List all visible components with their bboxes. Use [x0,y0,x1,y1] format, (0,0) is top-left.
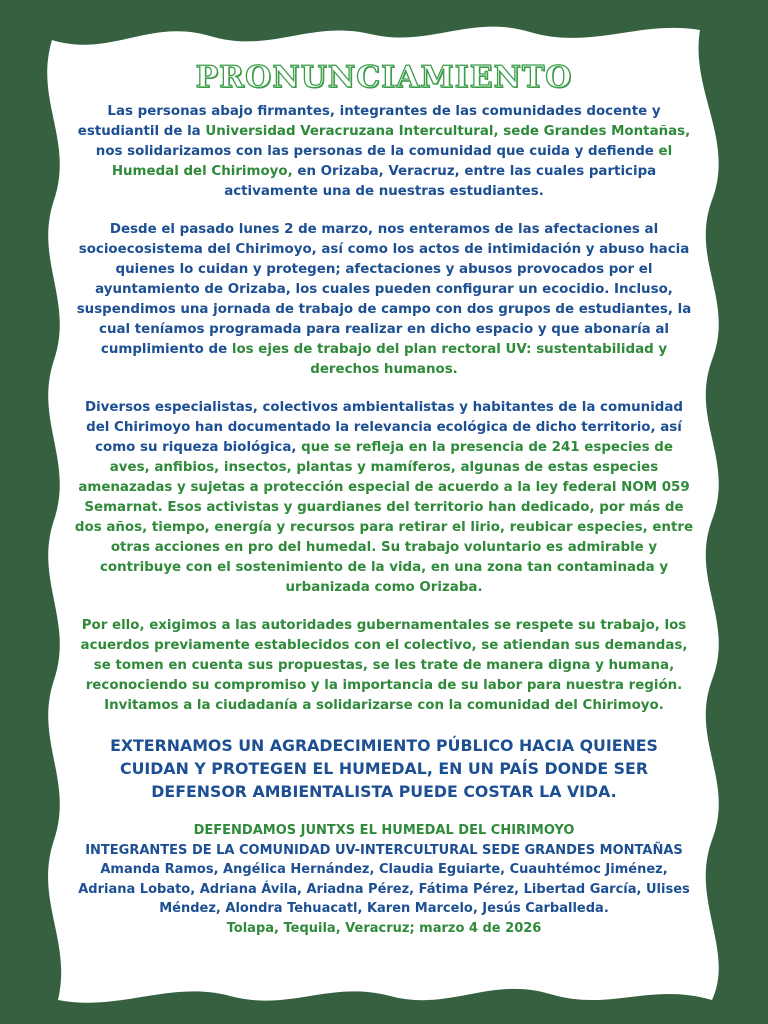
biodiversity-paragraph [74,398,694,598]
university-name: Universidad Veracruzana Intercultural, sede Grandes Montañas, [205,124,691,139]
pronouncement-document [74,58,694,938]
species-text: que se refleja en la presencia de 241 especies de aves, anfibios, insectos, plantas y mamíferos, algunas de estas especies amenazadas y sujetas a protección especial de acuerdo a la ley federal NOM 059 Semarnat. Esos activistas y guardianes del territorio han dedicado, por más de dos años, tiempo, energía y recursos para retirar el lirio, reubicar especies, entre otras acciones en pro del humedal. Su trabajo voluntario es admirable y contribuye con el sostenimiento de la vida, en una zona tan contaminada y urbanizada como Orizaba. [74,440,694,595]
public-declaration: EXTERNAMOS UN AGRADECIMIENTO PÚBLICO HACIA QUIENES CUIDAN Y PROTEGEN EL HUMEDAL, EN UN PAÍS DONDE SER DEFENSOR AMBIENTALISTA PUEDE COSTAR LA VIDA. [110,736,658,801]
intro-text-3: en Orizaba, Veracruz, entre las cuales participa activamente una de nuestras estudiantes. [224,164,657,199]
intro-paragraph [74,102,694,202]
intro-text-2: nos solidarizamos con las personas de la comunidad que cuida y defiende [95,144,659,159]
slogan: DEFENDAMOS JUNTXS EL HUMEDAL DEL CHIRIMOYO [193,823,575,838]
signature-block [74,821,694,938]
intro-text: Las personas abajo firmantes, integrantes de las comunidades docente y estudiantil de la [77,104,661,139]
events-paragraph [74,220,694,380]
wetland-name: el Humedal del Chirimoyo, [111,144,673,179]
biodiversity-text: Diversos especialistas, colectivos ambientalistas y habitantes de la comunidad del Chirimoyo han documentado la relevancia ecológica de dicho territorio, así como su riqueza biológica, [84,400,684,455]
signing-group: INTEGRANTES DE LA COMUNIDAD UV-INTERCULTURAL SEDE GRANDES MONTAÑAS [85,842,683,858]
rector-plan-axes: los ejes de trabajo del plan rectoral UV: sustentabilidad y derechos humanos. [231,342,668,377]
signatory-names: Amanda Ramos, Angélica Hernández, Claudia Eguiarte, Cuauhtémoc Jiménez, Adriana Lobato, Adriana Ávila, Ariadna Pérez, Fátima Pérez, Libertad García, Ulises Méndez, Alondra Tehuacatl, Karen Marcelo, Jesús Carballeda. [78,862,690,916]
page-title: PRONUNCIAMIENTO [195,60,573,95]
demands-paragraph: Por ello, exigimos a las autoridades gubernamentales se respete su trabajo, los acuerdos previamente establecidos con el colectivo, se atiendan sus demandas, se tomen en cuenta sus propuestas, se les trate de manera digna y humana, reconociendo su compromiso y la importancia de su labor para nuestra región. Invitamos a la ciudadanía a solidarizarse con la comunidad del Chirimoyo. [80,618,688,713]
events-text: Desde el pasado lunes 2 de marzo, nos enteramos de las afectaciones al socioecosistema del Chirimoyo, así como los actos de intimidación y abuso hacia quienes lo cuidan y protegen; afectaciones y abusos provocados por el ayuntamiento de Orizaba, los cuales pueden configurar un ecocidio. Incluso, suspendimos una jornada de trabajo de campo con dos grupos de estudiantes, la cual teníamos programada para realizar en dicho espacio y que abonaría al cumplimiento de [76,222,692,357]
place-and-date: Tolapa, Tequila, Veracruz; marzo 4 de 2026 [226,920,542,936]
